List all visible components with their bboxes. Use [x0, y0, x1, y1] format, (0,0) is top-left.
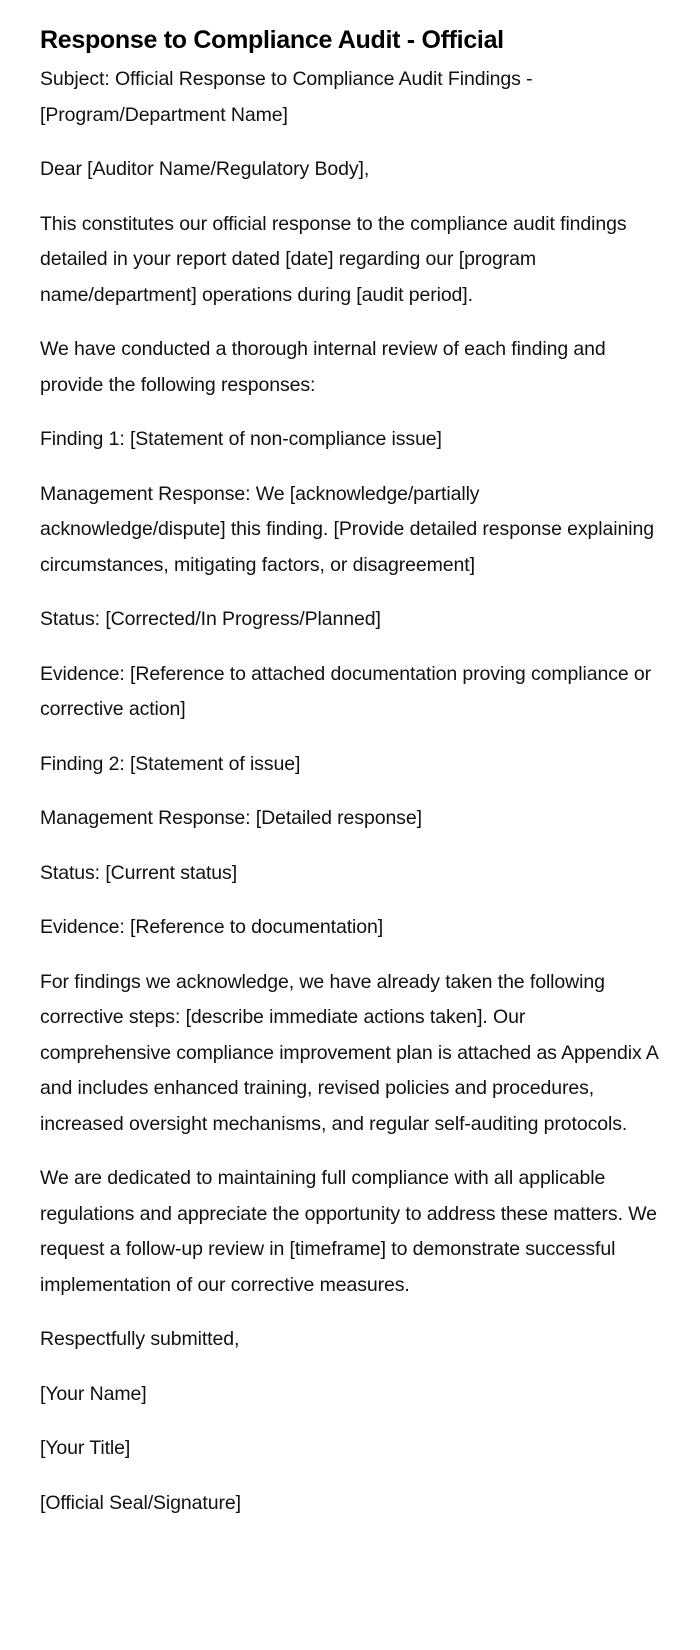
signer-title: [Your Title]: [40, 1437, 131, 1459]
review-paragraph: We have conducted a thorough internal review of each finding and provide the following responses:: [40, 338, 606, 396]
intro-paragraph: This constitutes our official response to the compliance audit findings detailed in your report dated [date] regarding our [program name/department] operations during [audit period].: [40, 212, 627, 306]
signer-name: [Your Name]: [40, 1382, 147, 1405]
finding-2-evidence: Evidence: [Reference to documentation]: [40, 916, 384, 938]
finding-2-response: Management Response: [Detailed response]: [40, 807, 422, 829]
corrective-steps-paragraph: For findings we acknowledge, we have already taken the following corrective steps: [describe immediate actions taken]. Our comprehensive compliance improvement plan is attached as Appendix A and includes enhanced training, revised policies and procedures, increased oversight mechanisms, and regular self-auditing protocols.: [40, 970, 658, 1135]
finding-1-statement: Finding 1: [Statement of non-compliance issue]: [40, 428, 442, 450]
finding-2-statement: Finding 2: [Statement of issue]: [40, 752, 301, 775]
signature-seal: [Official Seal/Signature]: [40, 1491, 241, 1514]
finding-1-status: Status: [Corrected/In Progress/Planned]: [40, 608, 381, 630]
finding-1-response: Management Response: We [acknowledge/partially acknowledge/dispute] this finding. [Provide detailed response explaining circumstances, mitigating factors, or disagreement]: [40, 482, 654, 576]
commitment-paragraph: We are dedicated to maintaining full compliance with all applicable regulations and appreciate the opportunity to address these matters. We request a follow-up review in [timeframe] to demonstrate successful implementation of our corrective measures.: [40, 1167, 657, 1296]
finding-2-status: Status: [Current status]: [40, 861, 238, 884]
subject-line: Subject: Official Response to Compliance Audit Findings - [Program/Department Name]: [40, 68, 533, 126]
closing: Respectfully submitted,: [40, 1328, 240, 1350]
salutation: Dear [Auditor Name/Regulatory Body],: [40, 158, 370, 180]
document-title: Response to Compliance Audit - Official: [40, 26, 504, 54]
finding-1-evidence: Evidence: [Reference to attached documentation proving compliance or corrective action]: [40, 662, 652, 720]
